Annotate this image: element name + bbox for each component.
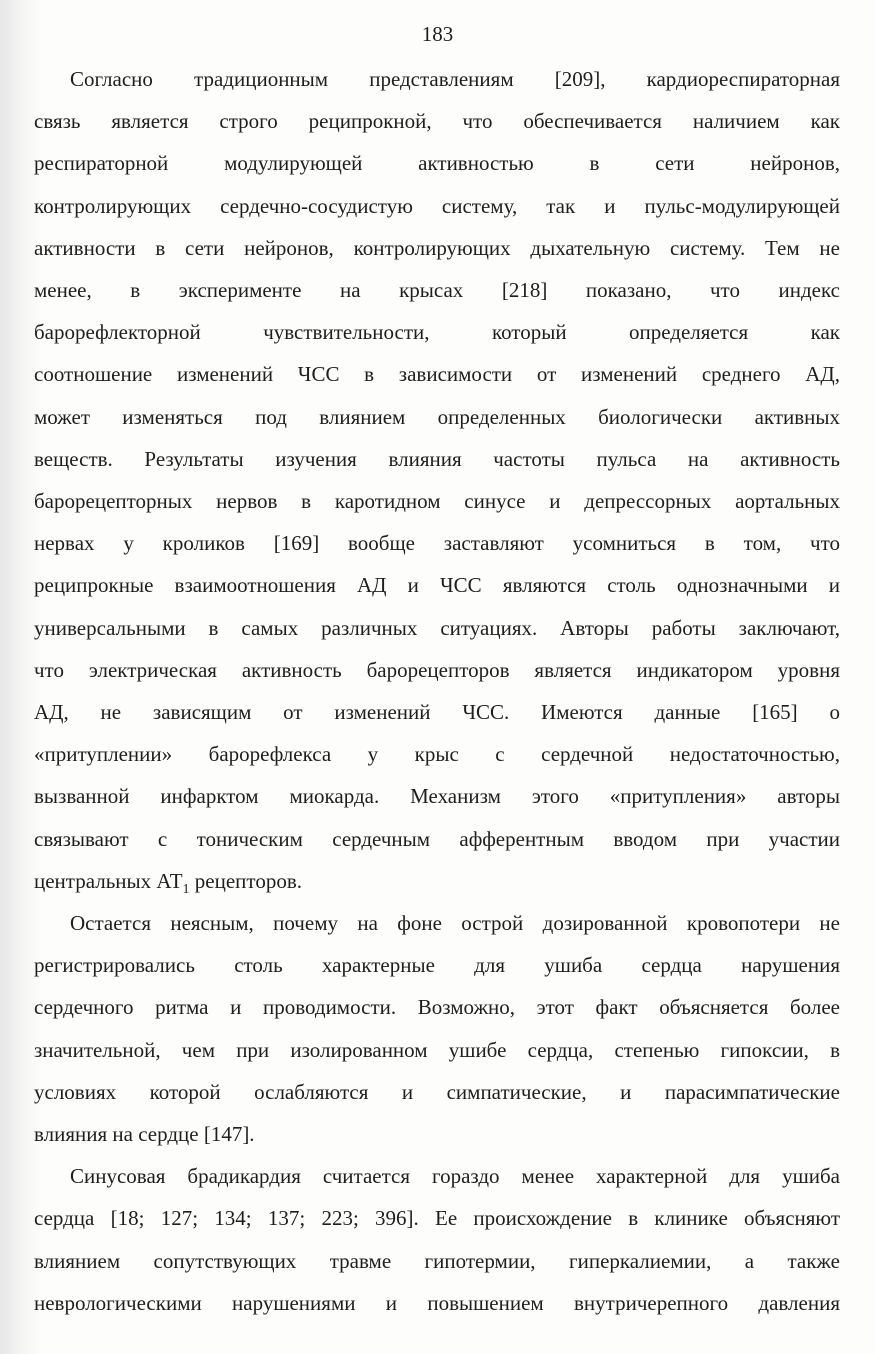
text-line-last (34, 860, 840, 902)
text-fragment: рецепторов. (189, 868, 302, 893)
text-line: активности в сети нейронов, контролирующих дыхательную систему. Тем не (34, 235, 840, 260)
text-line: веществ. Результаты изучения влияния частоты пульса на активность (34, 446, 840, 471)
text-line: Остается неясным, почему на фоне острой дозированной кровопотери не (70, 911, 840, 936)
text-line: неврологическими нарушениями и повышением внутричерепного давления (34, 1290, 840, 1315)
text-line: АД, не зависящим от изменений ЧСС. Имеются данные [165] о (34, 700, 840, 725)
subscript: 1 (182, 882, 190, 898)
text-line: универсальными в самых различных ситуациях. Авторы работы заключают, (34, 615, 840, 640)
text-line: условиях которой ослабляются и симпатические, и парасимпатические (34, 1079, 840, 1104)
text-line: связь является строго реципрокной, что обеспечивается наличием как (34, 109, 840, 134)
text-line: влиянием сопутствующих травме гипотермии, гиперкалиемии, а также (34, 1248, 840, 1273)
page-number: 183 (421, 22, 454, 46)
text-line-last: влияния на сердце [147]. (34, 1122, 255, 1147)
text-line: менее, в эксперименте на крысах [218] показано, что индекс (34, 278, 840, 303)
text-line: Согласно традиционным представлениям [209], кардиореспираторная (70, 67, 840, 91)
text-line: что электрическая активность барорецепторов является индикатором уровня (34, 657, 840, 682)
text-line: регистрировались столь характерные для ушиба сердца нарушения (34, 953, 840, 978)
paragraph-2 (34, 902, 840, 1155)
text-line: барорефлекторной чувствительности, который определяется как (34, 320, 840, 345)
text-fragment: центральных АТ (34, 868, 183, 893)
text-line: соотношение изменений ЧСС в зависимости от изменений среднего АД, (34, 362, 840, 387)
text-line: вызванной инфарктом миокарда. Механизм этого «притупления» авторы (34, 784, 840, 809)
text-line: реципрокные взаимоотношения АД и ЧСС являются столь однозначными и (34, 573, 840, 598)
paragraph-1 (34, 58, 840, 902)
text-line: «притуплении» барорефлекса у крыс с сердечной недостаточностью, (34, 742, 840, 767)
text-line: барорецепторных нервов в каротидном синусе и депрессорных аортальных (34, 489, 840, 514)
text-line: Синусовая брадикардия считается гораздо менее характерной для ушиба (70, 1164, 840, 1189)
text-line: может изменяться под влиянием определенных биологически активных (34, 404, 840, 429)
text-line: сердечного ритма и проводимости. Возможно, этот факт объясняется более (34, 995, 840, 1020)
paragraph-3 (34, 1155, 840, 1324)
text-line: контролирующих сердечно-сосудистую систему, так и пульс-модулирующей (34, 193, 840, 218)
text-line: значительной, чем при изолированном ушибе сердца, степенью гипоксии, в (34, 1037, 840, 1062)
text-line: связывают с тоническим сердечным афферентным вводом при участии (34, 826, 840, 851)
text-line: сердца [18; 127; 134; 137; 223; 396]. Ее происхождение в клинике объясняют (34, 1206, 840, 1231)
text-line: нервах у кроликов [169] вообще заставляют усомниться в том, что (34, 531, 840, 556)
text-line: респираторной модулирующей активностью в сети нейронов, (34, 151, 840, 176)
page-body (34, 58, 840, 1324)
